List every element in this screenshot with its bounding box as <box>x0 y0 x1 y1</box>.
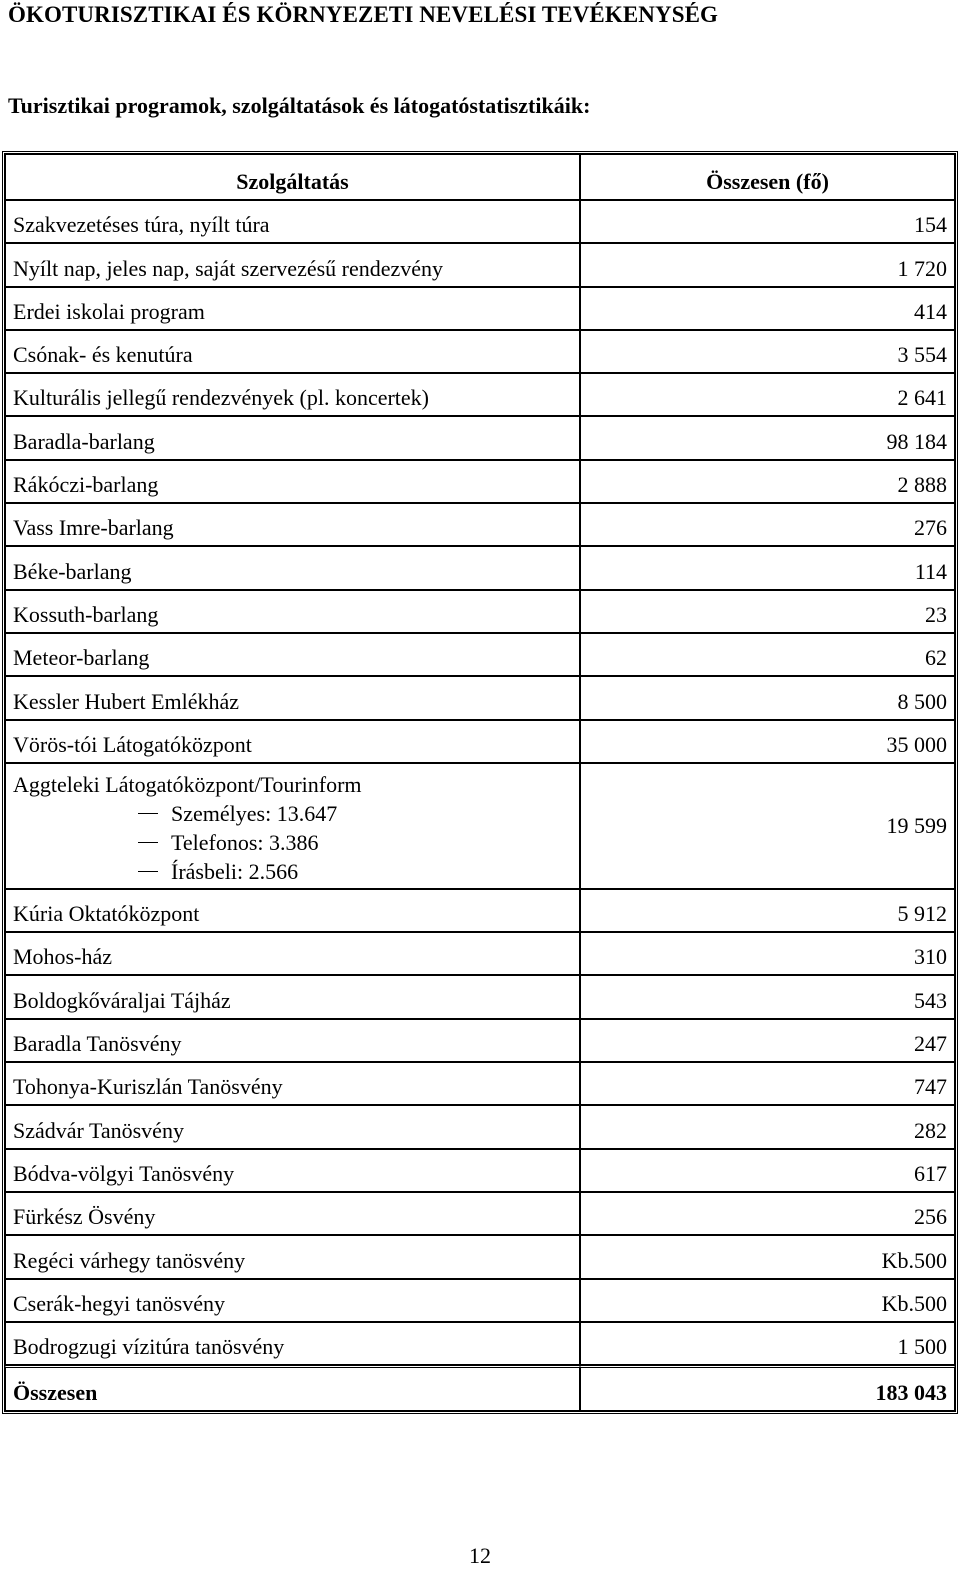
visitor-count: 2 641 <box>580 373 955 416</box>
service-name: Szádvár Tanösvény <box>5 1105 580 1148</box>
service-name: Tohonya-Kuriszlán Tanösvény <box>5 1062 580 1105</box>
service-name: Nyílt nap, jeles nap, saját szervezésű rendezvény <box>5 243 580 286</box>
table-row <box>5 975 955 1018</box>
service-name: Cserák-hegyi tanösvény <box>5 1279 580 1322</box>
service-name: Csónak- és kenutúra <box>5 330 580 373</box>
visitor-count: Kb.500 <box>580 1279 955 1322</box>
visitor-count: 747 <box>580 1062 955 1105</box>
table-row <box>5 1279 955 1322</box>
table-row <box>5 1235 955 1278</box>
tourinform-value: 19 599 <box>580 763 955 889</box>
service-name: Regéci várhegy tanösvény <box>5 1235 580 1278</box>
tourinform-sub-item: Személyes: 13.647 <box>13 799 572 828</box>
visitor-count: 1 720 <box>580 243 955 286</box>
table-row <box>5 720 955 763</box>
table-row <box>5 243 955 286</box>
total-label: Összesen <box>5 1365 580 1411</box>
table-row <box>5 460 955 503</box>
table-row <box>5 287 955 330</box>
dash-bullet <box>138 871 158 873</box>
table-row <box>5 1019 955 1062</box>
service-name: Erdei iskolai program <box>5 287 580 330</box>
service-name: Bódva-völgyi Tanösvény <box>5 1149 580 1192</box>
visitor-count: 414 <box>580 287 955 330</box>
service-name: Fürkész Ösvény <box>5 1192 580 1235</box>
service-name: Kessler Hubert Emlékház <box>5 676 580 719</box>
header-total: Összesen (fő) <box>580 154 955 200</box>
service-name: Kulturális jellegű rendezvények (pl. koncertek) <box>5 373 580 416</box>
service-name: Kossuth-barlang <box>5 590 580 633</box>
table-row <box>5 1149 955 1192</box>
visitor-count: 276 <box>580 503 955 546</box>
visitor-count: 310 <box>580 932 955 975</box>
visitor-count: 23 <box>580 590 955 633</box>
table-row <box>5 590 955 633</box>
visitor-count: 62 <box>580 633 955 676</box>
visitor-count: 617 <box>580 1149 955 1192</box>
service-name: Béke-barlang <box>5 546 580 589</box>
service-name: Boldogkőváraljai Tájház <box>5 975 580 1018</box>
service-name: Szakvezetéses túra, nyílt túra <box>5 200 580 243</box>
visitor-count: 5 912 <box>580 889 955 932</box>
visitor-statistics-table <box>2 151 958 1414</box>
visitor-count: 1 500 <box>580 1322 955 1365</box>
table-row <box>5 503 955 546</box>
tourinform-sub-item: Írásbeli: 2.566 <box>13 857 572 886</box>
table-header-row <box>5 154 955 200</box>
visitor-count: 98 184 <box>580 416 955 459</box>
service-name: Rákóczi-barlang <box>5 460 580 503</box>
table-row <box>5 1192 955 1235</box>
table-row <box>5 1062 955 1105</box>
dash-bullet <box>138 842 158 844</box>
service-name: Vörös-tói Látogatóközpont <box>5 720 580 763</box>
table-row <box>5 330 955 373</box>
total-value: 183 043 <box>580 1365 955 1411</box>
visitor-count: 247 <box>580 1019 955 1062</box>
visitor-count: 8 500 <box>580 676 955 719</box>
service-name: Mohos-ház <box>5 932 580 975</box>
service-name: Meteor-barlang <box>5 633 580 676</box>
table-row <box>5 889 955 932</box>
service-name: Kúria Oktatóközpont <box>5 889 580 932</box>
service-name: Baradla-barlang <box>5 416 580 459</box>
table-row <box>5 373 955 416</box>
visitor-count: 3 554 <box>580 330 955 373</box>
table-row-total <box>5 1365 955 1411</box>
dash-bullet <box>138 813 158 815</box>
table-row <box>5 200 955 243</box>
table-row <box>5 633 955 676</box>
visitor-count: 2 888 <box>580 460 955 503</box>
tourinform-cell <box>5 763 580 889</box>
tourinform-sub-item: Telefonos: 3.386 <box>13 828 572 857</box>
header-service: Szolgáltatás <box>5 154 580 200</box>
visitor-count: 114 <box>580 546 955 589</box>
table-row <box>5 932 955 975</box>
section-subheading: Turisztikai programok, szolgáltatások és látogatóstatisztikáik: <box>8 93 591 118</box>
table-row <box>5 676 955 719</box>
table-row <box>5 416 955 459</box>
tourinform-name: Aggteleki Látogatóközpont/Tourinform <box>13 771 362 797</box>
visitor-count: 154 <box>580 200 955 243</box>
visitor-count: 35 000 <box>580 720 955 763</box>
visitor-count: 543 <box>580 975 955 1018</box>
table-row <box>5 1105 955 1148</box>
page-number: 12 <box>469 1543 491 1568</box>
table-row <box>5 546 955 589</box>
document-heading: ÖKOTURISZTIKAI ÉS KÖRNYEZETI NEVELÉSI TEVÉKENYSÉG <box>8 2 719 27</box>
table-row-tourinform <box>5 763 955 889</box>
visitor-count: Kb.500 <box>580 1235 955 1278</box>
service-name: Baradla Tanösvény <box>5 1019 580 1062</box>
service-name: Vass Imre-barlang <box>5 503 580 546</box>
visitor-count: 256 <box>580 1192 955 1235</box>
visitor-count: 282 <box>580 1105 955 1148</box>
table-row <box>5 1322 955 1365</box>
service-name: Bodrogzugi vízitúra tanösvény <box>5 1322 580 1365</box>
